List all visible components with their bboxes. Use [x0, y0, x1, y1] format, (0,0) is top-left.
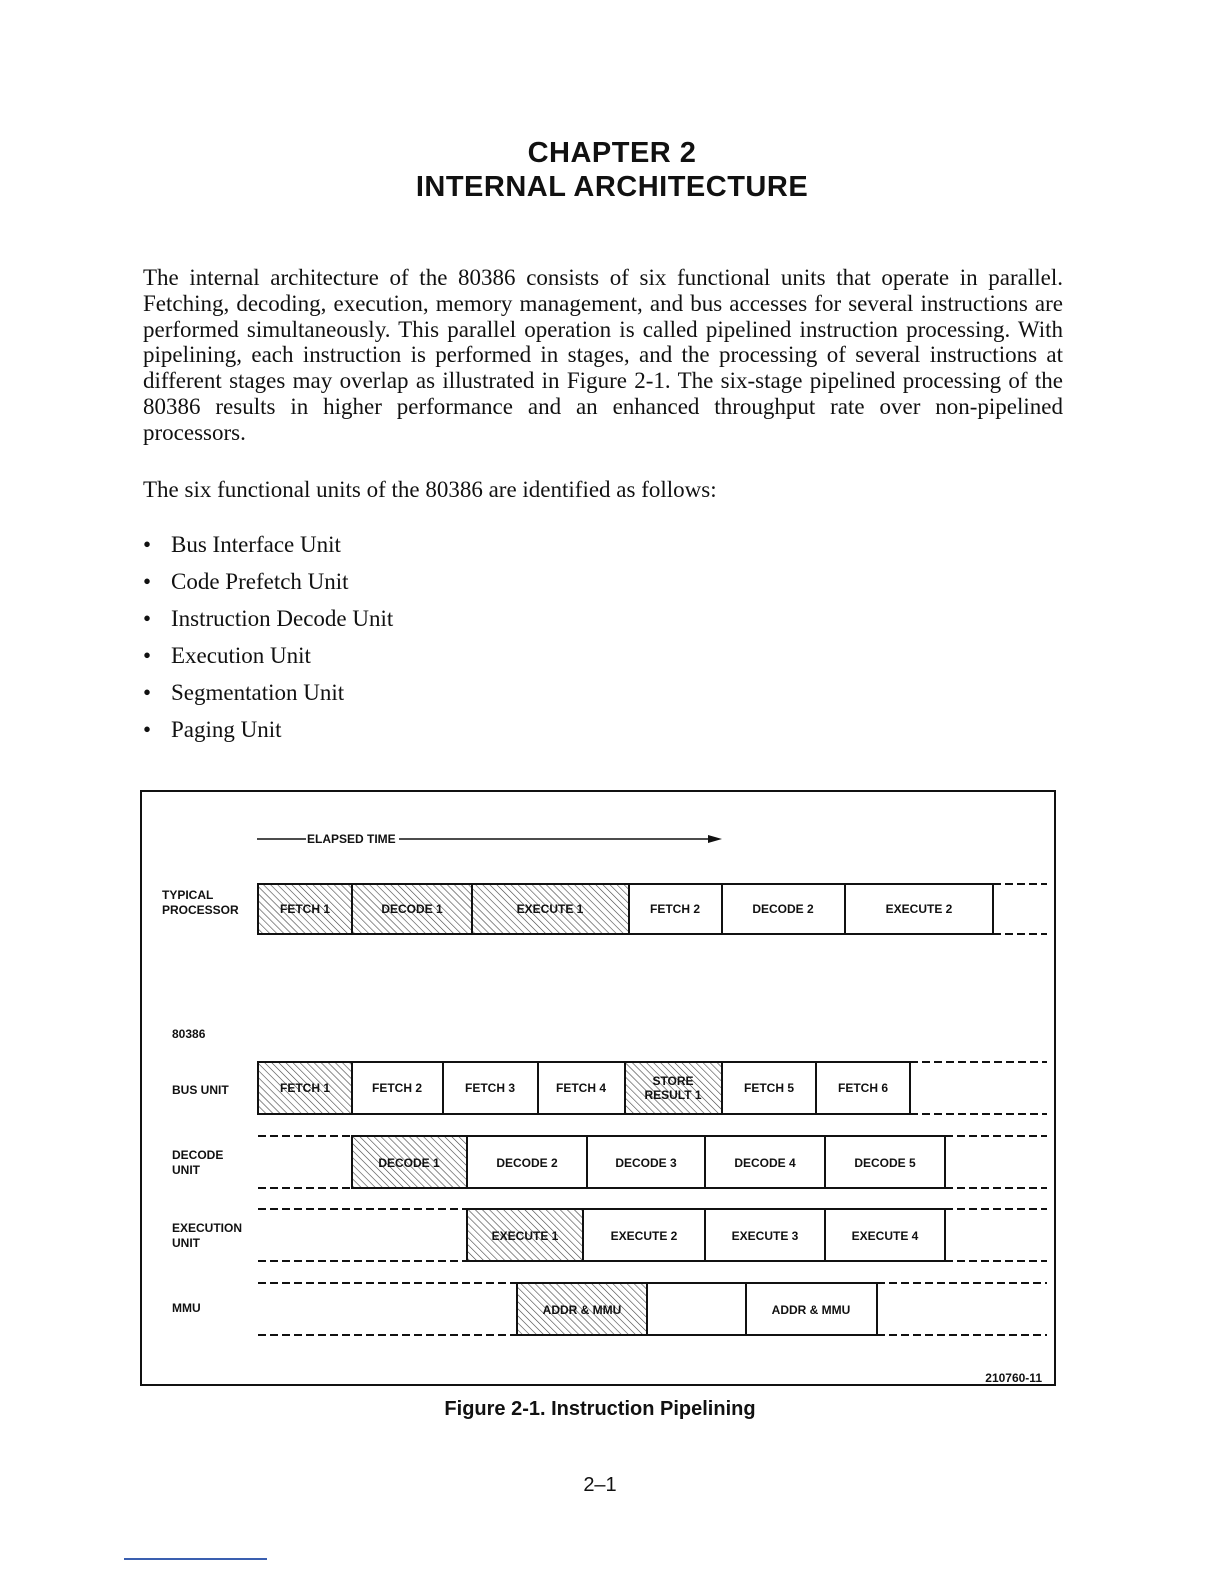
- bus-unit-label: BUS UNIT: [172, 1083, 229, 1097]
- list-item: • Execution Unit: [143, 641, 393, 678]
- decode-unit-label-2: UNIT: [172, 1163, 200, 1177]
- elapsed-time-arrow: [257, 832, 722, 846]
- execute-1: EXECUTE 1: [491, 1229, 559, 1243]
- page-number: 2–1: [583, 1474, 617, 1496]
- chapter-title: INTERNAL ARCHITECTURE: [415, 171, 809, 203]
- execution-unit-label: EXECUTION: [172, 1221, 243, 1235]
- typical-execute-2: EXECUTE 2: [885, 902, 953, 916]
- figure-caption: Figure 2-1. Instruction Pipelining: [444, 1398, 756, 1420]
- typical-processor-row: [258, 884, 1047, 934]
- bus-fetch-3: FETCH 3: [464, 1081, 516, 1095]
- decode-5: DECODE 5: [854, 1156, 916, 1170]
- bus-fetch-1: FETCH 1: [279, 1081, 331, 1095]
- mmu-row: [258, 1283, 1047, 1335]
- typical-execute-1: EXECUTE 1: [516, 902, 584, 916]
- chapter-heading: [0, 136, 1224, 204]
- bus-unit-row: [258, 1062, 1047, 1114]
- execute-4: EXECUTE 4: [851, 1229, 919, 1243]
- typical-fetch-1: FETCH 1: [279, 902, 331, 916]
- units-intro-paragraph: The six functional units of the 80386 are identified as follows:: [143, 477, 717, 502]
- decode-2: DECODE 2: [496, 1156, 558, 1170]
- bullet-icon: •: [143, 717, 152, 742]
- decode-4: DECODE 4: [734, 1156, 796, 1170]
- functional-units-list: [143, 530, 393, 752]
- list-item: • Code Prefetch Unit: [143, 567, 393, 604]
- execute-2: EXECUTE 2: [610, 1229, 678, 1243]
- bus-fetch-4: FETCH 4: [555, 1081, 607, 1095]
- typical-decode-2: DECODE 2: [752, 902, 814, 916]
- bullet-icon: •: [143, 569, 152, 594]
- typical-label: TYPICAL: [162, 888, 214, 902]
- pipelining-figure: [140, 790, 1056, 1386]
- typical-decode-1: DECODE 1: [381, 902, 443, 916]
- bus-result-1: RESULT 1: [644, 1088, 702, 1102]
- mmu-addr-1: ADDR & MMU: [542, 1303, 622, 1317]
- bullet-icon: •: [143, 680, 152, 705]
- intro-paragraph: The internal architecture of the 80386 consists of six functional units that operate in parallel. Fetching, decoding, execution, memory management, and bus accesses for several instructions are performed simultaneously. This parallel operation is called pipelined instruction processing. With pipelining, each instruction is performed in stages, and the processing of several instructions at different stages may overlap as illustrated in Figure 2-1. The six-stage pipelined processing of the 80386 results in higher performance and an enhanced throughput rate over non-pipelined processors.: [143, 265, 1063, 445]
- bus-fetch-2: FETCH 2: [371, 1081, 423, 1095]
- typical-label-2: PROCESSOR: [162, 903, 239, 917]
- decode-1: DECODE 1: [378, 1156, 440, 1170]
- decode-3: DECODE 3: [615, 1156, 677, 1170]
- mmu-addr-2: ADDR & MMU: [771, 1303, 851, 1317]
- footer-rule: [124, 1558, 267, 1560]
- list-item: • Instruction Decode Unit: [143, 604, 393, 641]
- execution-unit-row: [258, 1209, 1047, 1261]
- list-item: • Segmentation Unit: [143, 678, 393, 715]
- execution-unit-label-2: UNIT: [172, 1236, 200, 1250]
- figure-id: 210760-11: [985, 1371, 1042, 1385]
- bus-store-label: STORE: [652, 1074, 694, 1088]
- list-item: • Paging Unit: [143, 715, 393, 752]
- bullet-icon: •: [143, 606, 152, 631]
- execute-3: EXECUTE 3: [731, 1229, 799, 1243]
- bus-fetch-5: FETCH 5: [743, 1081, 795, 1095]
- pipelining-diagram: [142, 792, 1058, 1388]
- typical-fetch-2: FETCH 2: [649, 902, 701, 916]
- bullet-icon: •: [143, 643, 152, 668]
- mmu-label: MMU: [172, 1301, 201, 1315]
- bus-fetch-6: FETCH 6: [837, 1081, 889, 1095]
- decode-unit-row: [258, 1136, 1047, 1188]
- section-80386-label: 80386: [172, 1027, 206, 1041]
- list-item: • Bus Interface Unit: [143, 530, 393, 567]
- decode-unit-label: DECODE: [172, 1148, 224, 1162]
- elapsed-time-label: ELAPSED TIME: [307, 832, 396, 846]
- chapter-number: CHAPTER 2: [527, 137, 697, 169]
- bullet-icon: •: [143, 532, 152, 557]
